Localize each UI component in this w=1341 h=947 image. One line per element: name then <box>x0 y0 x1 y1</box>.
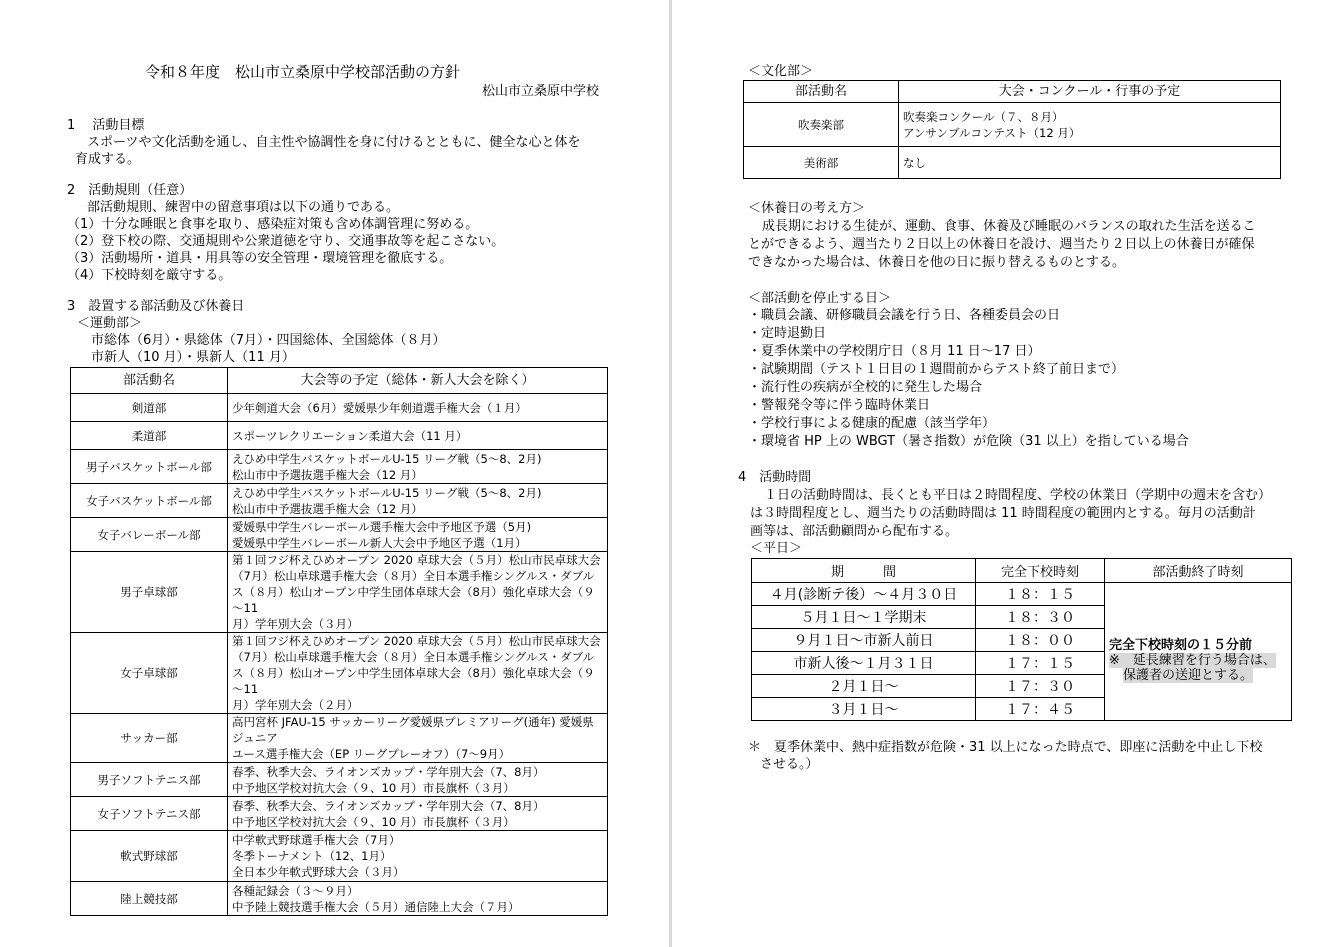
school-name: 松山市立桑原中学校 <box>482 84 600 99</box>
sports-meets: 市総体（6月）・県総体（7月）・四国総体、全国総体（８月） <box>91 333 446 348</box>
dismissal-time-cell: １８：３０ <box>976 606 1105 629</box>
club-name: 男子バスケットボール部 <box>71 450 228 484</box>
left-page <box>0 0 669 947</box>
dismissal-time-cell: １８：００ <box>976 629 1105 652</box>
sports-label: ＜運動部＞ <box>77 316 143 331</box>
club-schedule: 春季、秋季大会、ライオンズカップ・学年別大会（7、8月） 中予地区学校対抗大会（９、10 月）市長旗杯（３月） <box>228 797 608 831</box>
weekday-label: ＜平日＞ <box>750 541 803 556</box>
column-header: 大会等の予定（総体・新人大会を除く） <box>228 368 608 394</box>
club-name: サッカー部 <box>71 714 228 763</box>
right-page <box>672 0 1341 947</box>
stop-item: ・試験期間（テスト１日目の１週間前からテスト終了前日まで） <box>748 362 1124 377</box>
club-schedule: 第１回フジ杯えひめオープン 2020 卓球大会（５月）松山市民卓球大会 （7月）松山卓球選手権大会（８月）全日本選手権シングルス・ダブル ス（８月）松山オープン中学生団体卓球大会（8月）強化卓球大会（９～11 月）学年別大会（３月） <box>228 552 608 633</box>
stop-item: ・定時退勤日 <box>748 326 827 341</box>
period-cell: ５月１日～１学期末 <box>752 606 976 629</box>
club-schedule: 高円宮杯 JFAU-15 サッカーリーグ愛媛県プレミアリーグ(通年) 愛媛県ジュニア ユース選手権大会（EP リーグプレーオフ）（7～9月） <box>228 714 608 763</box>
heat-footnote: させる。） <box>760 757 819 772</box>
rest-text: できなかった場合は、休養日を他の日に振り替えるものとする。 <box>748 255 1126 270</box>
stop-heading: ＜部活動を停止する日＞ <box>748 291 892 306</box>
section-3-heading: 3 設置する部活動及び休養日 <box>67 299 245 314</box>
rule-item: （4）下校時刻を厳守する。 <box>67 268 232 283</box>
club-end-time-cell <box>1105 583 1292 721</box>
column-header: 期 間 <box>752 559 976 583</box>
club-schedule: 愛媛県中学生バレーボール選手権大会中予地区予選（5月) 愛媛県中学生バレーボール新人大会中予地区予選（1月） <box>228 518 608 552</box>
stop-item: ・警報発令等に伴う臨時休業日 <box>748 398 931 413</box>
club-schedule: 第１回フジ杯えひめオープン 2020 卓球大会（５月）松山市民卓球大会 （7月）松山卓球選手権大会（８月）全日本選手権シングルス・ダブル ス（８月）松山オープン中学生団体卓球大会（8月）強化卓球大会（９～11 月）学年別大会（２月） <box>228 633 608 714</box>
club-name: 女子卓球部 <box>71 633 228 714</box>
section-1-heading: 1 活動目標 <box>67 118 145 133</box>
stop-item: ・夏季休業中の学校閉庁日（８月 11 日～17 日） <box>748 344 1041 359</box>
club-schedule: えひめ中学生バスケットボールU-15 リーグ戦（5～8、2月) 松山市中予選抜選手権大会（12 月） <box>228 484 608 518</box>
extension-note: 保護者の送迎とする。 <box>1123 668 1254 683</box>
club-name: 男子卓球部 <box>71 552 228 633</box>
rest-heading: ＜休養日の考え方＞ <box>748 201 866 216</box>
dismissal-time-cell: １８：１５ <box>976 583 1105 606</box>
period-cell: ２月１日～ <box>752 675 976 698</box>
extension-note: ※ 延長練習を行う場合は、 <box>1109 653 1276 668</box>
section-4-text: 画等は、部活動顧問から配布する。 <box>750 524 959 539</box>
heat-footnote: ＊ 夏季休業中、熱中症指数が危険・31 以上になった時点で、即座に活動を中止し下校 <box>748 740 1263 755</box>
column-header: 部活動名 <box>71 368 228 394</box>
section-4-heading: 4 活動時間 <box>738 470 812 485</box>
rule-item: （1）十分な睡眠と食事を取り、感染症対策も含め体調管理に努める。 <box>67 217 479 232</box>
club-schedule: スポーツレクリエーション柔道大会（11 月） <box>228 422 608 450</box>
column-header: 部活動名 <box>744 81 899 103</box>
club-name: 剣道部 <box>71 394 228 422</box>
section-1-text: 育成する。 <box>75 152 141 167</box>
column-header: 完全下校時刻 <box>976 559 1105 583</box>
period-cell: 市新人後～１月３１日 <box>752 652 976 675</box>
section-4-text: １日の活動時間は、長くとも平日は２時間程度、学校の休業日（学期中の週末を含む） <box>764 488 1272 503</box>
column-header: 大会・コンクール・行事の予定 <box>899 81 1281 103</box>
section-4-text: は３時間程度とし、週当たりの活動時間は 11 時間程度の範囲内とする。毎月の活動計 <box>750 506 1256 521</box>
club-name: 美術部 <box>744 147 899 179</box>
period-cell: ３月１日～ <box>752 698 976 721</box>
club-name: 吹奏楽部 <box>744 103 899 147</box>
sports-club-table <box>70 367 608 916</box>
club-schedule: えひめ中学生バスケットボールU-15 リーグ戦（5～8、2月) 松山市中予選抜選手権大会（12 月） <box>228 450 608 484</box>
club-schedule: 中学軟式野球選手権大会（7月） 冬季トーナメント（12、1月） 全日本少年軟式野球大会（３月） <box>228 831 608 882</box>
culture-club-table <box>743 80 1281 179</box>
stop-item: ・流行性の疾病が全校的に発生した場合 <box>748 380 983 395</box>
dismissal-time-cell: １７：３０ <box>976 675 1105 698</box>
stop-item: ・学校行事による健康的配慮（該当学年） <box>748 416 996 431</box>
rule-item: （2）登下校の際、交通規則や公衆道徳を守り、交通事故等を起こさない。 <box>67 234 505 249</box>
club-schedule: 吹奏楽コンクール（７、８月） アンサンブルコンテスト（12 月） <box>899 103 1281 147</box>
club-schedule: 少年剣道大会（6月）愛媛県少年剣道選手権大会（１月） <box>228 394 608 422</box>
column-header: 部活動終了時刻 <box>1105 559 1292 583</box>
end-time-rule: 完全下校時刻の１５分前 <box>1109 638 1253 653</box>
club-schedule: 春季、秋季大会、ライオンズカップ・学年別大会（7、8月） 中予地区学校対抗大会（９、10 月）市長旗杯（３月） <box>228 763 608 797</box>
rest-text: 成長期における生徒が、運動、食事、休養及び睡眠のバランスの取れた生活を送るこ <box>762 219 1256 234</box>
club-schedule: 各種記録会（３～９月） 中予陸上競技選手権大会（５月）通信陸上大会（７月） <box>228 882 608 916</box>
section-2-heading: 2 活動規則（任意） <box>67 183 193 198</box>
activity-time-table <box>751 558 1292 721</box>
stop-item: ・環境省 HP 上の WBGT（暑さ指数）が危険（31 以上）を指している場合 <box>748 434 1189 449</box>
club-name: 陸上競技部 <box>71 882 228 916</box>
club-name: 軟式野球部 <box>71 831 228 882</box>
club-name: 女子バスケットボール部 <box>71 484 228 518</box>
dismissal-time-cell: １７：１５ <box>976 652 1105 675</box>
section-2-lead: 部活動規則、練習中の留意事項は以下の通りである。 <box>87 200 400 215</box>
club-name: 女子ソフトテニス部 <box>71 797 228 831</box>
section-1-text: スポーツや文化活動を通し、自主性や協調性を身に付けるとともに、健全な心と体を <box>87 135 581 150</box>
stop-item: ・職員会議、研修職員会議を行う日、各種委員会の日 <box>748 308 1061 323</box>
culture-label: ＜文化部＞ <box>748 64 814 79</box>
sports-meets: 市新人（10 月）・県新人（11 月） <box>91 350 295 365</box>
period-cell: ９月１日～市新人前日 <box>752 629 976 652</box>
document-title: 令和８年度 松山市立桑原中学校部活動の方針 <box>145 63 461 81</box>
club-name: 柔道部 <box>71 422 228 450</box>
rule-item: （3）活動場所・道具・用具等の安全管理・環境管理を徹底する。 <box>67 251 453 266</box>
period-cell: ４月(診断テ後）～４月３０日 <box>752 583 976 606</box>
club-name: 男子ソフトテニス部 <box>71 763 228 797</box>
club-schedule: なし <box>899 147 1281 179</box>
club-name: 女子バレーボール部 <box>71 518 228 552</box>
dismissal-time-cell: １７：４５ <box>976 698 1105 721</box>
rest-text: とができるよう、週当たり２日以上の休養日を設け、週当たり２日以上の休養日が確保 <box>748 237 1255 252</box>
